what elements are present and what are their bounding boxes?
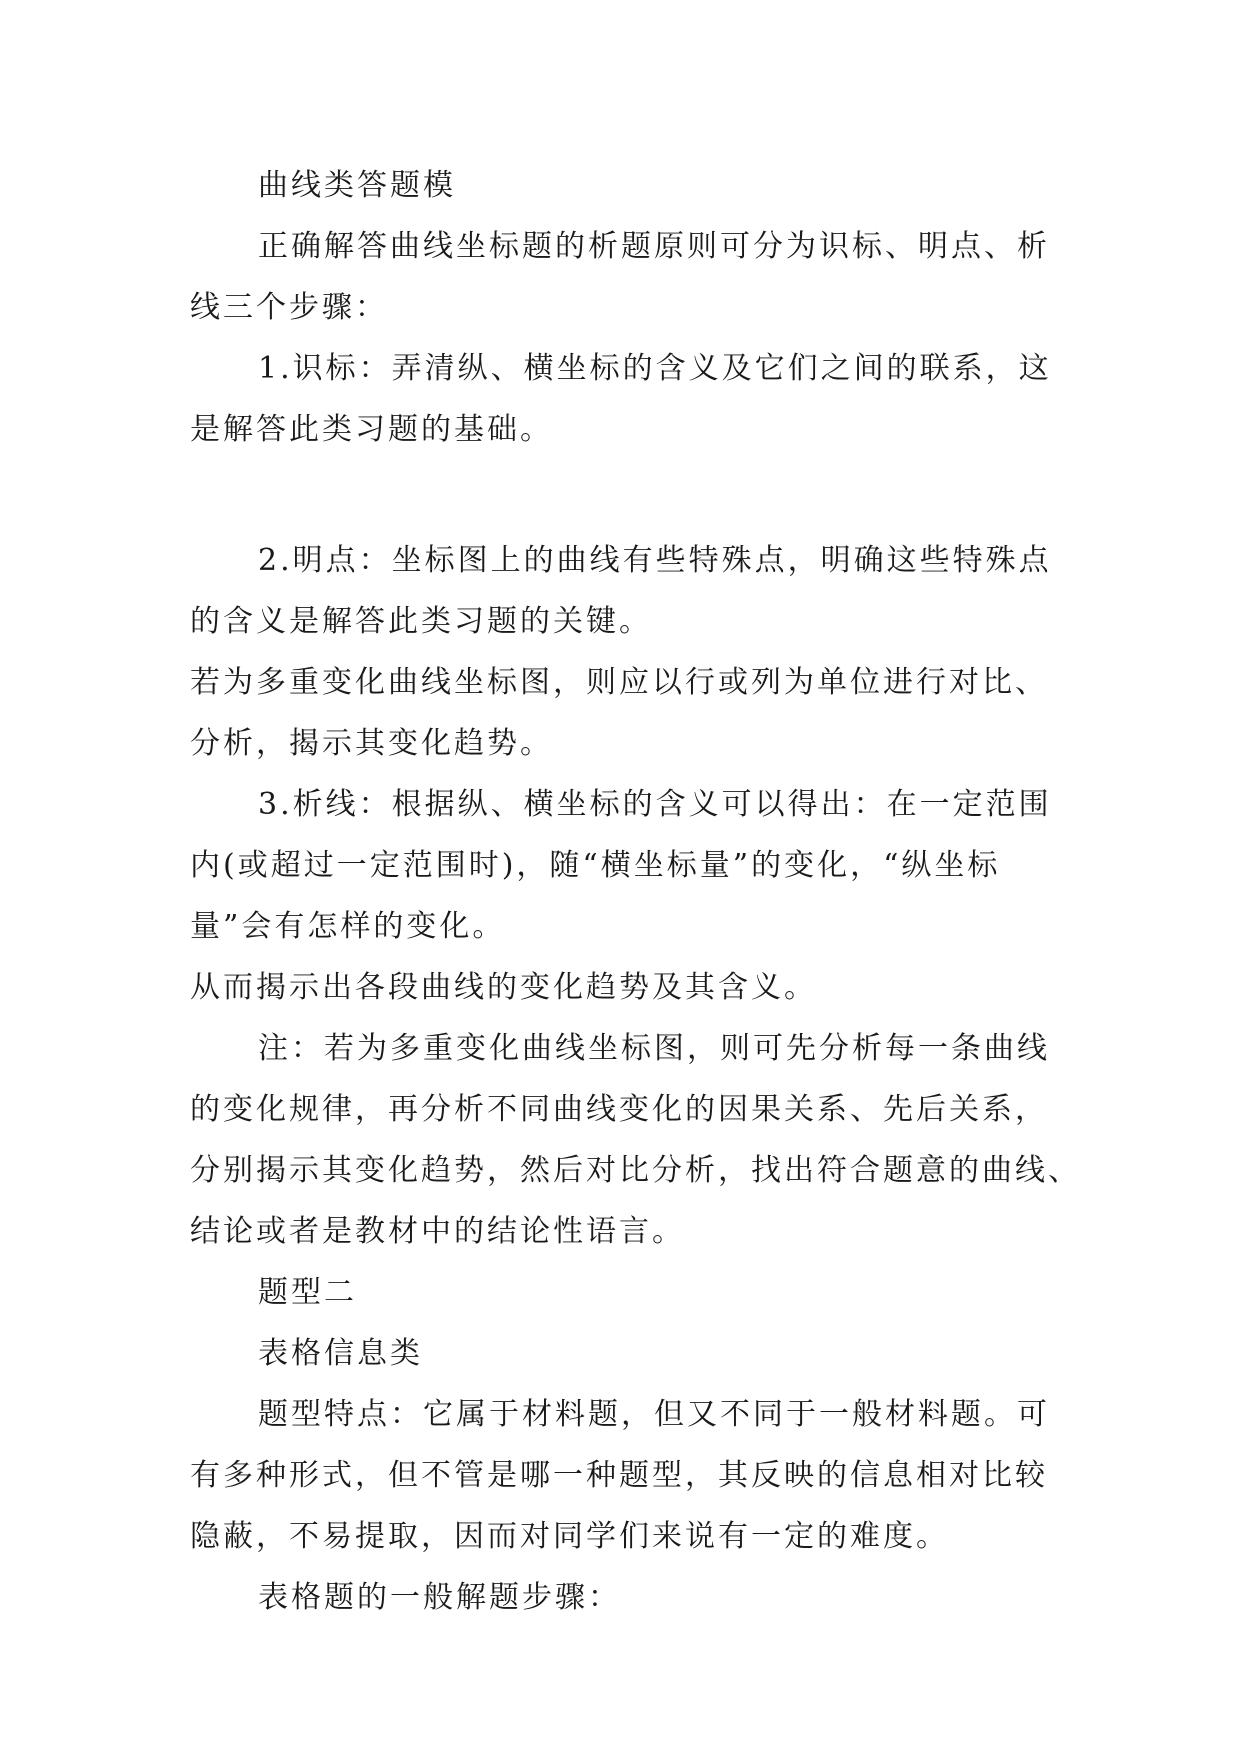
- paragraph-line: 2.明点：坐标图上的曲线有些特殊点，明确这些特殊点: [258, 543, 1052, 578]
- paragraph-line: 结论或者是教材中的结论性语言。: [190, 1214, 685, 1249]
- paragraph-line: 3.析线：根据纵、横坐标的含义可以得出：在一定范围: [258, 787, 1052, 822]
- paragraph-line: 分析，揭示其变化趋势。: [190, 726, 553, 761]
- paragraph-line: 的含义是解答此类习题的关键。: [190, 604, 652, 639]
- paragraph-line: 分别揭示其变化趋势，然后对比分析，找出符合题意的曲线、: [190, 1153, 1081, 1188]
- paragraph-gap: [190, 460, 1050, 530]
- paragraph-line: 正确解答曲线坐标题的析题原则可分为识标、明点、析: [258, 229, 1050, 264]
- paragraph-line: 表格题的一般解题步骤：: [258, 1580, 621, 1615]
- paragraph-line: 1.识标：弄清纵、横坐标的含义及它们之间的联系，这: [258, 351, 1052, 386]
- paragraph-line: 量”会有怎样的变化。: [190, 909, 506, 944]
- paragraph-line: 是解答此类习题的基础。: [190, 412, 553, 447]
- paragraph-line: 有多种形式，但不管是哪一种题型，其反映的信息相对比较: [190, 1458, 1048, 1493]
- document-body: [190, 155, 1081, 1628]
- paragraph-line: 线三个步骤：: [190, 290, 388, 325]
- paragraph-line: 从而揭示出各段曲线的变化趋势及其含义。: [190, 970, 817, 1005]
- section-heading: 曲线类答题模: [258, 168, 456, 203]
- section-heading: 题型二: [258, 1275, 357, 1310]
- paragraph-line: 的变化规律，再分析不同曲线变化的因果关系、先后关系，: [190, 1092, 1048, 1127]
- paragraph-line: 若为多重变化曲线坐标图，则应以行或列为单位进行对比、: [190, 665, 1048, 700]
- section-heading: 表格信息类: [258, 1336, 423, 1371]
- paragraph-line: 隐蔽，不易提取，因而对同学们来说有一定的难度。: [190, 1519, 949, 1554]
- paragraph-line: 题型特点：它属于材料题，但又不同于一般材料题。可: [258, 1397, 1050, 1432]
- paragraph-line: 注：若为多重变化曲线坐标图，则可先分析每一条曲线: [258, 1031, 1050, 1066]
- paragraph-line: 内(或超过一定范围时)，随“横坐标量”的变化，“纵坐标: [190, 848, 1001, 883]
